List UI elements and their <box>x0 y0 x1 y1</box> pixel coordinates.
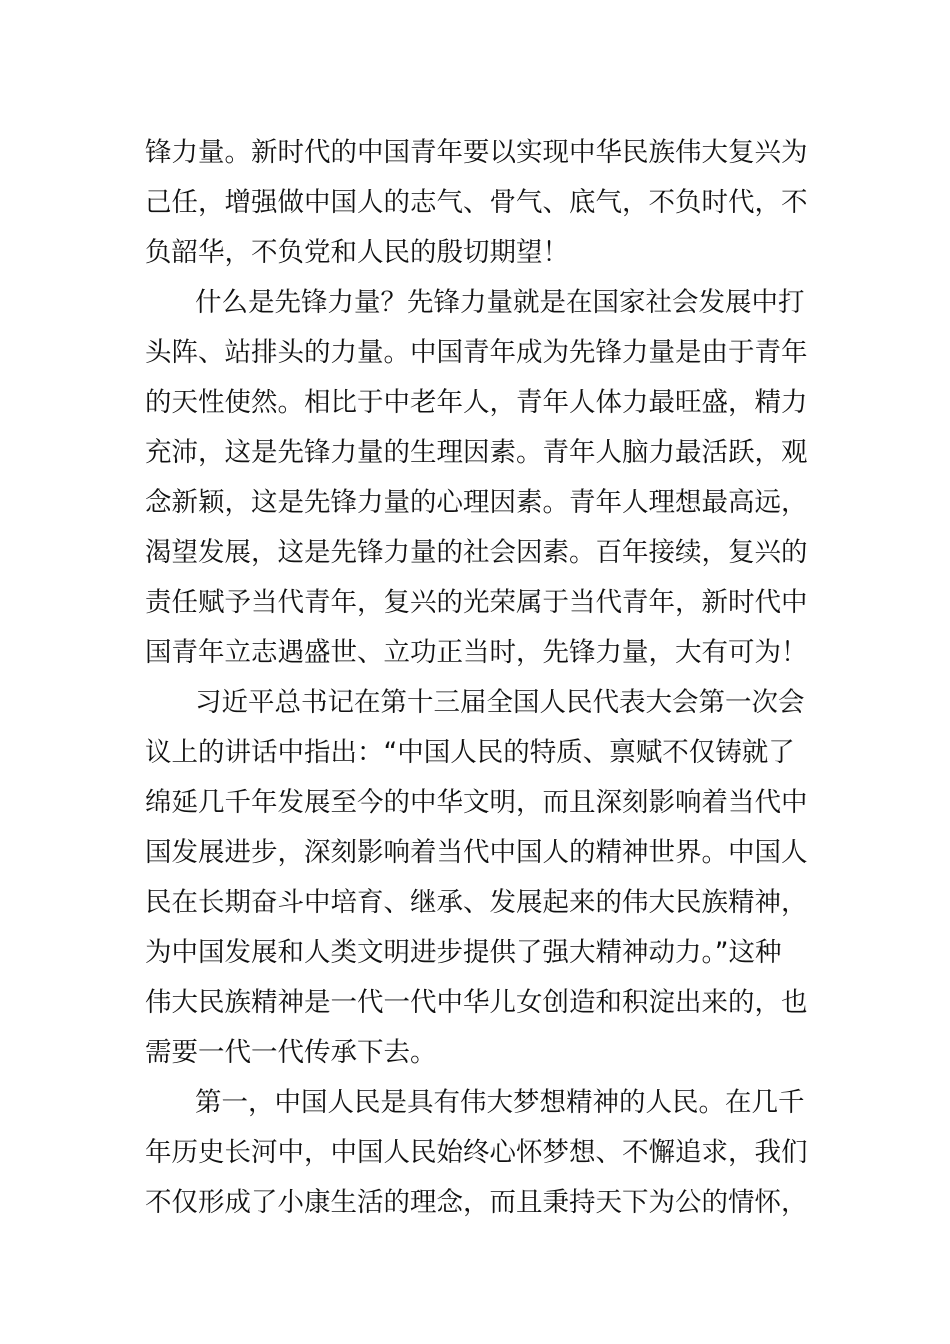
paragraph-vanguard-definition <box>145 278 807 678</box>
text-line: 年历史长河中，中国人民始终心怀梦想、不懈追求，我们 <box>145 1137 808 1168</box>
text-line: 伟大民族精神是一代一代中华儿女创造和积淀出来的，也 <box>145 987 808 1018</box>
paragraph-continuation <box>145 128 807 278</box>
text-line: 什么是先锋力量？先锋力量就是在国家社会发展中打 <box>195 287 805 318</box>
text-line: 己任，增强做中国人的志气、骨气、底气，不负时代，不 <box>145 187 808 218</box>
text-line: 充沛，这是先锋力量的生理因素。青年人脑力最活跃，观 <box>145 437 808 468</box>
text-line: 国青年立志遇盛世、立功正当时，先锋力量，大有可为！ <box>145 637 808 668</box>
text-line: 不仅形成了小康生活的理念，而且秉持天下为公的情怀， <box>145 1187 808 1218</box>
text-line: 的天性使然。相比于中老年人，青年人体力最旺盛，精力 <box>145 387 808 418</box>
text-line: 第一，中国人民是具有伟大梦想精神的人民。在几千 <box>195 1087 805 1118</box>
text-line: 民在长期奋斗中培育、继承、发展起来的伟大民族精神， <box>145 887 808 918</box>
text-line: 渴望发展，这是先锋力量的社会因素。百年接续，复兴的 <box>145 537 808 568</box>
text-line: 念新颖，这是先锋力量的心理因素。青年人理想最高远， <box>145 487 808 518</box>
text-line: 议上的讲话中指出：“中国人民的特质、禀赋不仅铸就了 <box>145 737 795 768</box>
text-line: 绵延几千年发展至今的中华文明，而且深刻影响着当代中 <box>145 787 808 818</box>
paragraph-speech-quote <box>145 678 807 1078</box>
text-line: 习近平总书记在第十三届全国人民代表大会第一次会 <box>195 687 805 718</box>
text-line: 为中国发展和人类文明进步提供了强大精神动力。”这种 <box>145 937 782 968</box>
text-line: 负韶华，不负党和人民的殷切期望！ <box>145 237 569 268</box>
body-text <box>145 128 807 1228</box>
text-line: 需要一代一代传承下去。 <box>145 1037 437 1068</box>
text-line: 责任赋予当代青年，复兴的光荣属于当代青年，新时代中 <box>145 587 808 618</box>
text-line: 锋力量。新时代的中国青年要以实现中华民族伟大复兴为 <box>145 137 808 168</box>
text-line: 头阵、站排头的力量。中国青年成为先锋力量是由于青年 <box>145 337 808 368</box>
paragraph-dream-spirit <box>145 1078 807 1228</box>
text-line: 国发展进步，深刻影响着当代中国人的精神世界。中国人 <box>145 837 808 868</box>
